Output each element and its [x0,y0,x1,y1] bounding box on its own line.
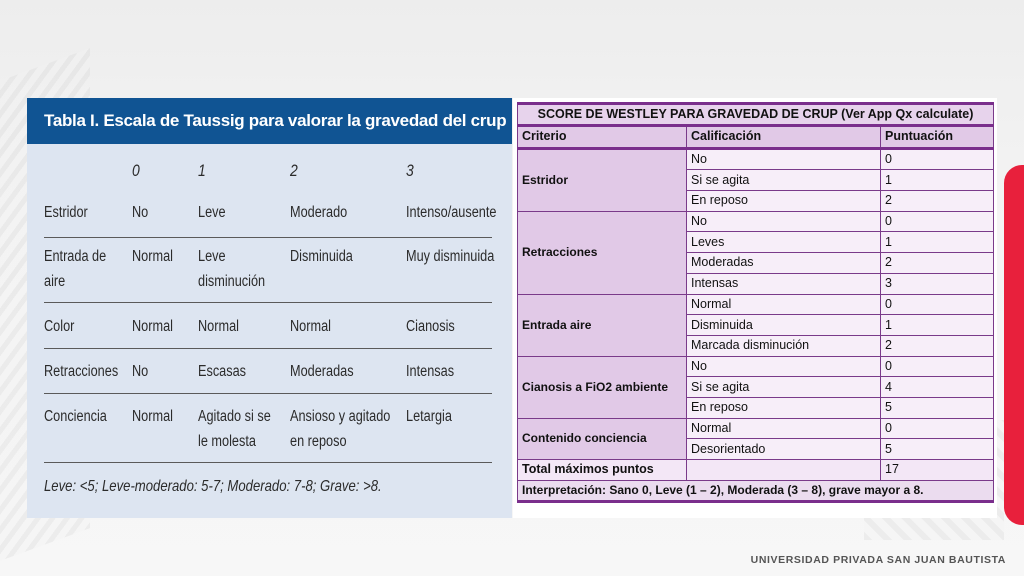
calificacion: Desorientado [687,439,881,460]
interpretation-row [518,480,994,502]
total-empty [687,460,881,481]
taussig-title: Tabla I. Escala de Taussig para valorar la gravedad del crup [27,98,512,144]
calificacion: No [687,148,881,170]
calificacion: No [687,211,881,232]
cell: No [132,204,149,221]
calificacion: Si se agita [687,170,881,191]
criterio-estridor: Estridor [518,148,687,211]
cell: No [132,363,149,380]
calificacion: Intensas [687,273,881,294]
criterio-retracciones: Retracciones [518,211,687,294]
puntuacion: 0 [881,148,994,170]
cell: Moderado [290,204,348,221]
calificacion: Normal [687,418,881,439]
calificacion: Normal [687,294,881,315]
taussig-table [27,98,512,518]
col-puntuacion: Puntuación [881,126,994,149]
puntuacion: 0 [881,356,994,377]
table-row [518,418,994,439]
cell: Ansioso y agitado [290,408,391,425]
cell: Leve [198,204,226,221]
taussig-row-conciencia [44,404,492,463]
calificacion: En reposo [687,191,881,212]
puntuacion: 1 [881,315,994,336]
calificacion: Disminuida [687,315,881,336]
cell: Intenso/ausente [406,204,497,221]
header-score-3: 3 [406,161,414,180]
row-label: Conciencia [44,408,107,425]
puntuacion: 0 [881,211,994,232]
cell: Intensas [406,363,455,380]
row-label: Estridor [44,204,88,221]
criterio-entrada-aire: Entrada aire [518,294,687,356]
header-score-1: 1 [198,161,206,180]
puntuacion: 1 [881,232,994,253]
row-label-cont: aire [44,273,66,290]
calificacion: Marcada disminución [687,335,881,356]
cell: Letargia [406,408,452,425]
cell-cont: en reposo [290,433,347,450]
calificacion: No [687,356,881,377]
cell: Normal [198,318,239,335]
cell: Muy disminuida [406,248,495,265]
criterio-cianosis: Cianosis a FiO2 ambiente [518,356,687,418]
taussig-row-entrada-aire [44,244,495,303]
cell: Cianosis [406,318,455,335]
calificacion: En reposo [687,397,881,418]
cell-cont: disminución [198,273,266,290]
westley-title: SCORE DE WESTLEY PARA GRAVEDAD DE CRUP (Ver App Qx calculate) [518,104,994,126]
taussig-header-row [44,158,492,186]
table-row [518,211,994,232]
puntuacion: 2 [881,335,994,356]
cell: Agitado si se [198,408,271,425]
cell: Normal [132,318,173,335]
table-row [518,148,994,170]
row-label: Color [44,318,75,335]
puntuacion: 1 [881,170,994,191]
header-score-0: 0 [132,161,140,180]
col-calificacion: Calificación [687,126,881,149]
calificacion: Si se agita [687,377,881,398]
puntuacion: 5 [881,439,994,460]
taussig-row-retracciones [44,359,492,394]
col-criterio: Criterio [518,126,687,149]
puntuacion: 2 [881,253,994,274]
puntuacion: 2 [881,191,994,212]
red-accent-tab [1004,165,1024,525]
criterio-conciencia: Contenido conciencia [518,418,687,459]
interpretation-text: Interpretación: Sano 0, Leve (1 – 2), Moderada (3 – 8), grave mayor a 8. [518,480,994,502]
row-label: Retracciones [44,363,119,380]
calificacion: Leves [687,232,881,253]
cell: Normal [132,408,173,425]
taussig-footer: Leve: <5; Leve-moderado: 5-7; Moderado: 7-8; Grave: >8. [44,478,382,495]
cell: Normal [132,248,173,265]
taussig-row-estridor [44,200,497,238]
table-row [518,294,994,315]
puntuacion: 0 [881,418,994,439]
westley-table-panel [513,98,997,518]
taussig-row-color [44,314,492,349]
total-label: Total máximos puntos [518,460,687,481]
puntuacion: 4 [881,377,994,398]
cell: Leve [198,248,226,265]
puntuacion: 3 [881,273,994,294]
puntuacion: 0 [881,294,994,315]
calificacion: Moderadas [687,253,881,274]
cell: Moderadas [290,363,354,380]
puntuacion: 5 [881,397,994,418]
total-value: 17 [881,460,994,481]
total-row [518,460,994,481]
row-label: Entrada de [44,248,107,265]
cell: Disminuida [290,248,353,265]
cell: Normal [290,318,331,335]
university-brand: UNIVERSIDAD PRIVADA SAN JUAN BAUTISTA [750,554,1006,566]
westley-table [517,102,994,503]
header-score-2: 2 [290,161,298,180]
cell-cont: le molesta [198,433,256,450]
table-row [518,356,994,377]
cell: Escasas [198,363,247,380]
